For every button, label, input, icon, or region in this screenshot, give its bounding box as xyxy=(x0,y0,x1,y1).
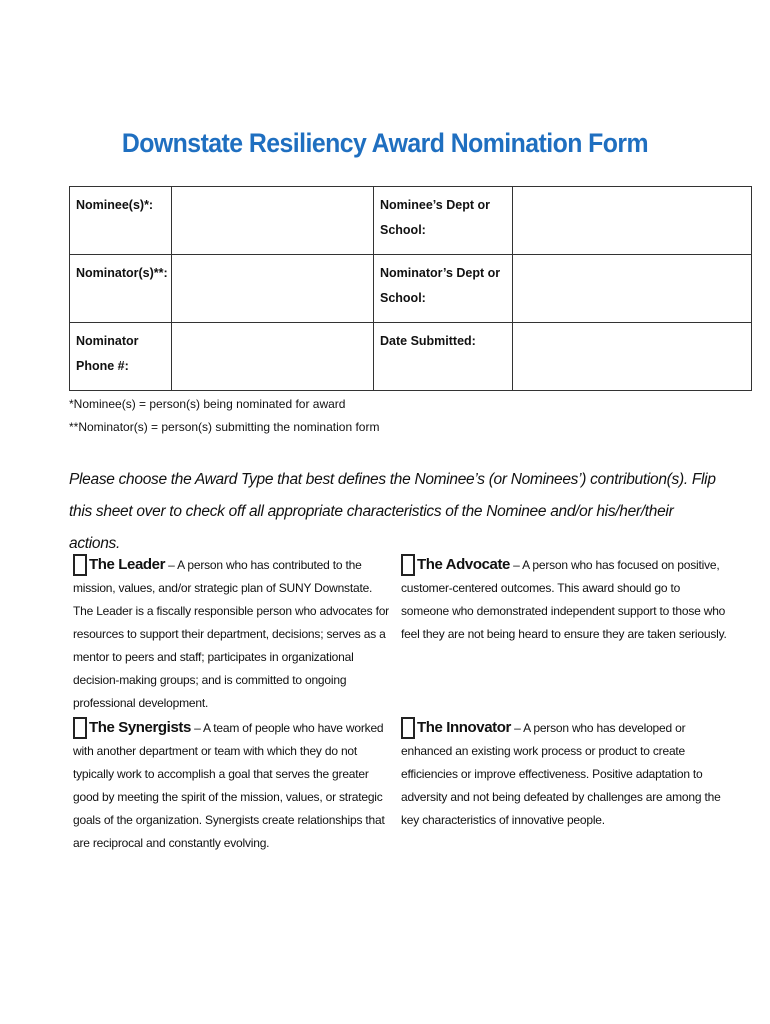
nominator-phone-field[interactable] xyxy=(172,323,374,391)
award-name: The Leader xyxy=(89,556,166,573)
date-submitted-field[interactable] xyxy=(513,323,752,391)
nominee-footnote: *Nominee(s) = person(s) being nominated for award xyxy=(69,397,346,411)
table-row xyxy=(70,323,752,391)
award-name: The Advocate xyxy=(417,556,511,573)
nomination-info-table xyxy=(69,186,752,391)
award-name: The Innovator xyxy=(417,719,511,736)
nominator-dept-field[interactable] xyxy=(513,255,752,323)
nominator-phone-label: Nominator Phone #: xyxy=(70,323,172,391)
synergists-checkbox[interactable] xyxy=(73,717,87,739)
award-synergists xyxy=(73,716,391,855)
table-row xyxy=(70,255,752,323)
award-advocate xyxy=(401,553,731,646)
award-name: The Synergists xyxy=(89,719,191,736)
page-title: Downstate Resiliency Award Nomination Form xyxy=(121,128,649,158)
innovator-checkbox[interactable] xyxy=(401,717,415,739)
award-type-instructions: Please choose the Award Type that best defines the Nominee’s (or Nominees’) contribution(s). Flip this sheet over to check off all appropriate characteristics of the Nominee and/or his/her/their actions. xyxy=(69,471,716,552)
advocate-checkbox[interactable] xyxy=(401,554,415,576)
nominee-dept-field[interactable] xyxy=(513,187,752,255)
award-description: – A person who has focused on positive, customer-centered outcomes. This award should go to someone who demonstrated independent support to those who feel they are not being heard to ensure they are taken seriously. xyxy=(401,558,727,641)
nominee-label: Nominee(s)*: xyxy=(70,187,172,255)
award-leader xyxy=(73,553,395,715)
nominator-label: Nominator(s)**: xyxy=(70,255,172,323)
award-innovator xyxy=(401,716,721,832)
nominator-footnote: **Nominator(s) = person(s) submitting the nomination form xyxy=(69,420,380,434)
table-row xyxy=(70,187,752,255)
leader-checkbox[interactable] xyxy=(73,554,87,576)
award-description: – A person who has developed or enhanced an existing work process or product to create efficiencies or improve effectiveness. Positive adaptation to adversity and not being defeated by challenges are among the key characteristics of innovative people. xyxy=(401,721,721,827)
award-description: – A person who has contributed to the mission, values, and/or strategic plan of SUNY Downstate. The Leader is a fiscally responsible person who advocates for resources to support their department, decisions; serves as a mentor to peers and staff; participates in organizational decision-making groups; and is committed to ongoing professional development. xyxy=(73,558,389,710)
nominator-field[interactable] xyxy=(172,255,374,323)
nominee-field[interactable] xyxy=(172,187,374,255)
nominee-dept-label: Nominee’s Dept or School: xyxy=(374,187,513,255)
nominator-dept-label: Nominator’s Dept or School: xyxy=(374,255,513,323)
date-submitted-label: Date Submitted: xyxy=(374,323,513,391)
award-description: – A team of people who have worked with another department or team with which they do not typically work to accomplish a goal that serves the greater good by meeting the spirit of the mission, values, or strategic goals of the organization. Synergists create relationships that are reciprocal and constantly evolving. xyxy=(73,721,385,850)
